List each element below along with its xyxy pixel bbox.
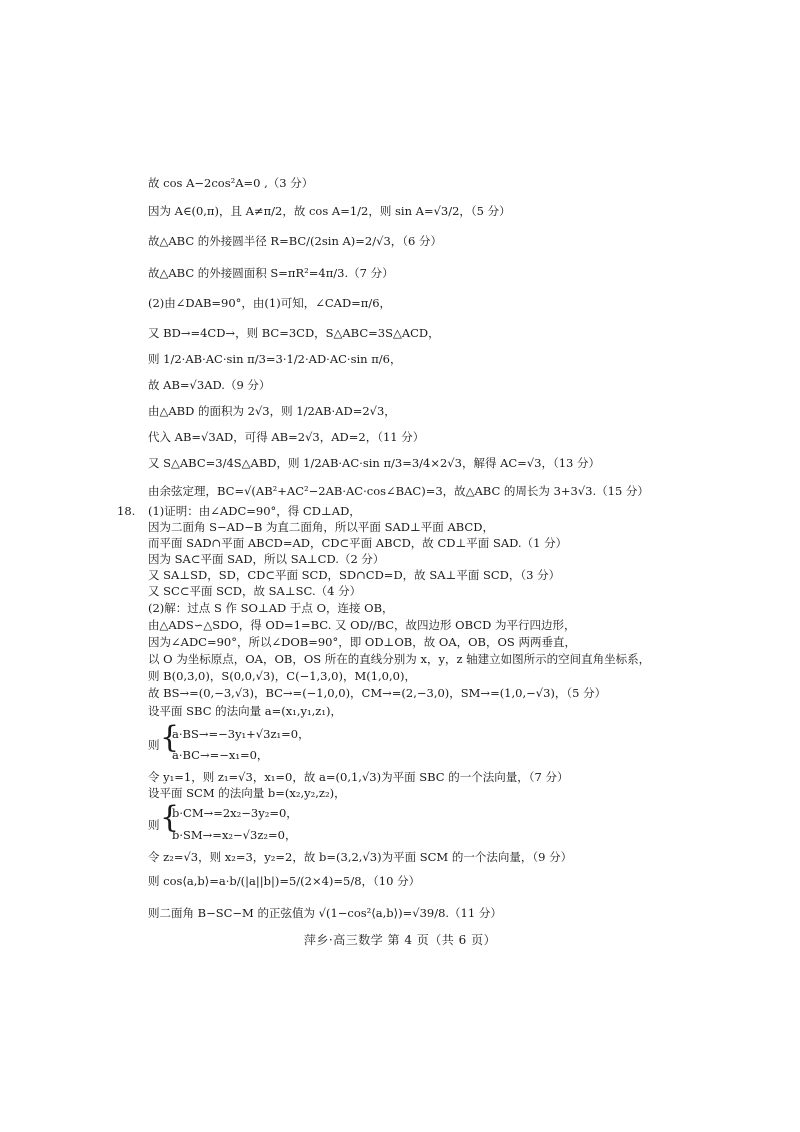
system-prefix: 则 — [148, 818, 160, 832]
solution-line: 因为二面角 S−AD−B 为直二面角，所以平面 SAD⊥平面 ABCD， — [148, 520, 494, 534]
solution-line: 则 cos⟨a,b⟩=a·b/(|a||b|)=5/(2×4)=5/8，（10 分） — [148, 874, 421, 888]
system-prefix: 则 — [148, 738, 160, 752]
solution-line: 故 AB=√3AD.（9 分） — [148, 378, 271, 392]
solution-line: 令 y₁=1，则 z₁=√3，x₁=0，故 a=(0,1,√3)为平面 SBC 的一个法向量，（7 分） — [148, 770, 569, 784]
solution-line: 以 O 为坐标原点，OA，OB，OS 所在的直线分别为 x，y，z 轴建立如图所示的空间直角坐标系， — [148, 652, 651, 666]
solution-line: 则二面角 B−SC−M 的正弦值为 √(1−cos²⟨a,b⟩)=√39/8.（11 分） — [148, 906, 502, 920]
solution-line: 由余弦定理，BC=√(AB²+AC²−2AB·AC·cos∠BAC)=3，故△ABC 的周长为 3+3√3.（15 分） — [148, 484, 649, 498]
solution-line: 令 z₂=√3，则 x₂=3，y₂=2，故 b=(3,2,√3)为平面 SCM 的一个法向量，（9 分） — [148, 850, 573, 864]
solution-line: 因为 SA⊂平面 SAD，所以 SA⊥CD.（2 分） — [148, 552, 385, 566]
solution-line: 故△ABC 的外接圆面积 S=πR²=4π/3.（7 分） — [148, 266, 394, 280]
solution-line: 故△ABC 的外接圆半径 R=BC/(2sin A)=2/√3，（6 分） — [148, 234, 442, 248]
page-footer: 萍乡·高三数学 第 4 页（共 6 页） — [303, 933, 497, 947]
solution-line: 设平面 SBC 的法向量 a=(x₁,y₁,z₁)， — [148, 704, 342, 718]
solution-line: (2)解：过点 S 作 SO⊥AD 于点 O，连接 OB， — [148, 601, 394, 615]
solution-line: 由△ADS∽△SDO，得 OD=1=BC. 又 OD//BC，故四边形 OBCD 为平行四边形， — [148, 618, 576, 632]
solution-line: 因为 A∈(0,π)，且 A≠π/2，故 cos A=1/2，则 sin A=√3/2，（5 分） — [148, 204, 511, 218]
equation-row: b·SM→=x₂−√3z₂=0， — [172, 828, 297, 842]
left-brace-icon: { — [160, 800, 180, 835]
solution-line: 又 SC⊂平面 SCD，故 SA⊥SC.（4 分） — [148, 584, 362, 598]
solution-line: 则 B(0,3,0)，S(0,0,√3)，C(−1,3,0)，M(1,0,0)， — [148, 669, 416, 683]
equation-row: b·CM→=2x₂−3y₂=0， — [172, 806, 298, 820]
question-number: 18. — [117, 504, 136, 518]
solution-line: 又 BD→=4CD→，则 BC=3CD，S△ABC=3S△ACD， — [148, 326, 440, 340]
solution-line: 故 cos A−2cos²A=0 ,（3 分） — [148, 176, 314, 190]
solution-line: (1)证明：由∠ADC=90°，得 CD⊥AD， — [148, 504, 361, 518]
solution-line: 又 S△ABC=3/4S△ABD，则 1/2AB·AC·sin π/3=3/4×2√3，解得 AC=√3，（13 分） — [148, 456, 601, 470]
equation-row: a·BS→=−3y₁+√3z₁=0， — [172, 727, 310, 741]
solution-line: 而平面 SAD∩平面 ABCD=AD，CD⊂平面 ABCD，故 CD⊥平面 SAD.（1 分） — [148, 536, 568, 550]
solution-line: 因为∠ADC=90°，所以∠DOB=90°，即 OD⊥OB，故 OA，OB，OS 两两垂直， — [148, 635, 576, 649]
solution-line: 则 1/2·AB·AC·sin π/3=3·1/2·AD·AC·sin π/6， — [148, 352, 402, 366]
solution-line: 又 SA⊥SD，SD，CD⊂平面 SCD，SD∩CD=D，故 SA⊥平面 SCD，（3 分） — [148, 568, 561, 582]
solution-line: 故 BS→=(0,−3,√3)，BC→=(−1,0,0)，CM→=(2,−3,0)，SM→=(1,0,−√3)，（5 分） — [148, 686, 607, 700]
left-brace-icon: { — [160, 720, 180, 755]
solution-line: (2)由∠DAB=90°，由(1)可知，∠CAD=π/6， — [148, 296, 392, 310]
solution-line: 代入 AB=√3AD，可得 AB=2√3，AD=2，（11 分） — [148, 430, 425, 444]
solution-line: 由△ABD 的面积为 2√3，则 1/2AB·AD=2√3， — [148, 404, 396, 418]
equation-row: a·BC→=−x₁=0， — [172, 748, 269, 762]
solution-line: 设平面 SCM 的法向量 b=(x₂,y₂,z₂)， — [148, 786, 346, 800]
